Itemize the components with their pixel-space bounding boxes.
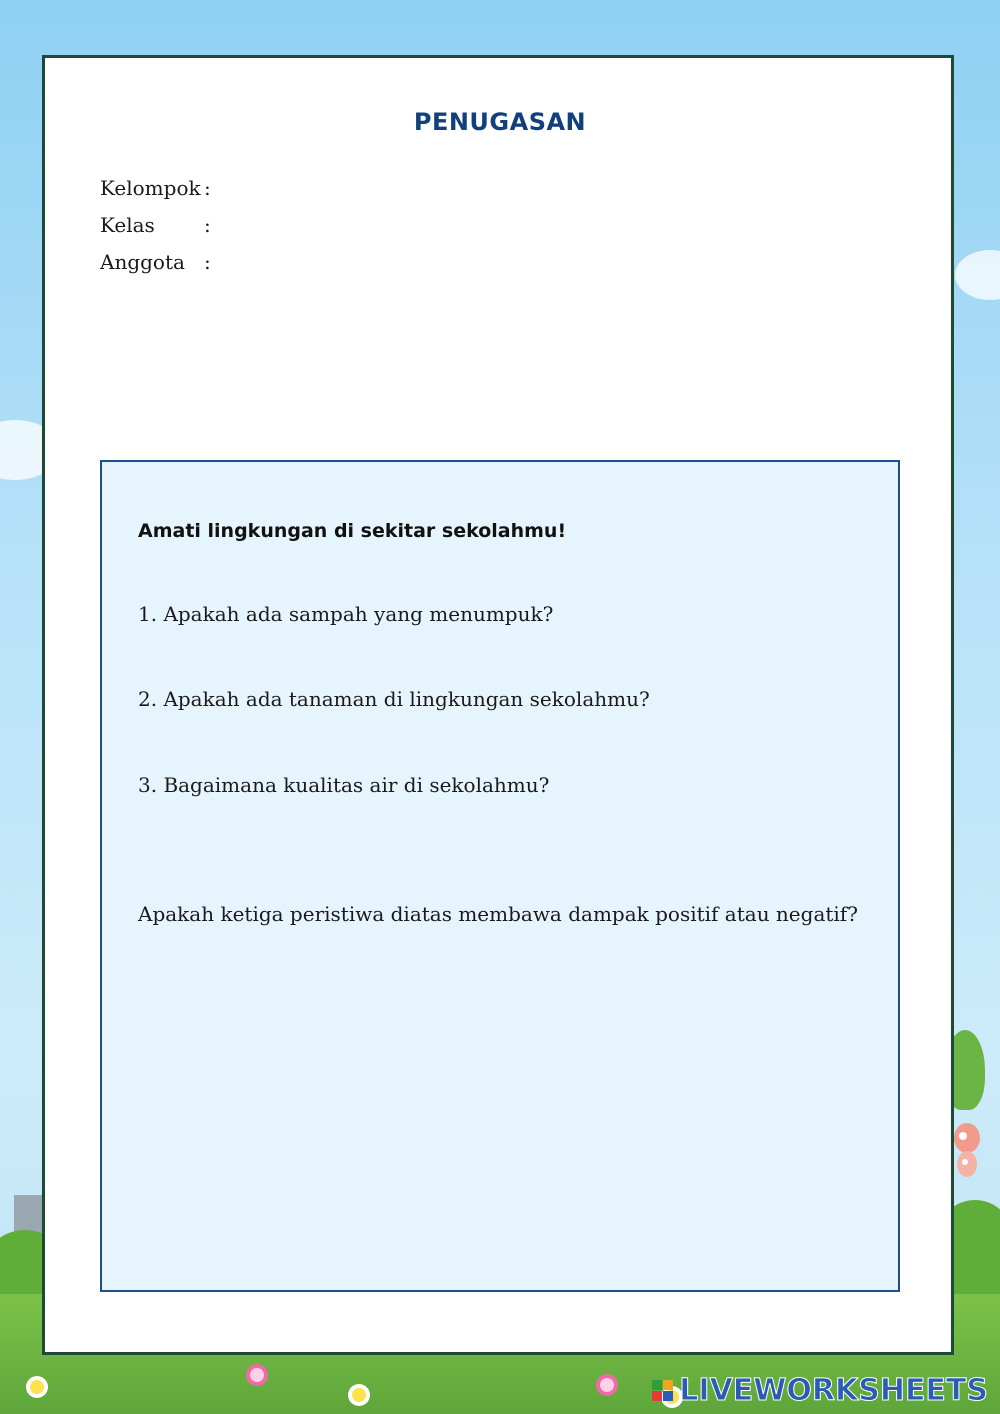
flower-decoration — [250, 1368, 264, 1382]
flower-decoration — [352, 1388, 366, 1402]
field-label: Anggota — [100, 250, 185, 274]
logo-square — [663, 1380, 673, 1390]
field-kelompok — [100, 176, 211, 200]
question-1: 1. Apakah ada sampah yang menumpuk? — [138, 602, 554, 626]
liveworksheets-watermark — [652, 1373, 988, 1408]
field-label: Kelompok — [100, 176, 201, 200]
field-colon: : — [204, 213, 211, 237]
task-box — [100, 460, 900, 1292]
question-2: 2. Apakah ada tanaman di lingkungan sekolahmu? — [138, 687, 650, 711]
liveworksheets-logo-icon — [652, 1380, 673, 1401]
flower-decoration — [30, 1380, 44, 1394]
field-anggota — [100, 250, 211, 274]
logo-square — [652, 1380, 662, 1390]
field-label: Kelas — [100, 213, 155, 237]
cloud-decoration — [955, 250, 1000, 300]
task-heading: Amati lingkungan di sekitar sekolahmu! — [138, 520, 567, 542]
closing-question: Apakah ketiga peristiwa diatas membawa dampak positif atau negatif? — [138, 902, 858, 926]
field-colon: : — [204, 176, 211, 200]
question-3: 3. Bagaimana kualitas air di sekolahmu? — [138, 773, 550, 797]
flower-decoration — [600, 1378, 614, 1392]
logo-square — [652, 1391, 662, 1401]
field-kelas — [100, 213, 211, 237]
watermark-text: LIVEWORKSHEETS — [679, 1373, 988, 1408]
page-title: PENUGASAN — [413, 108, 587, 136]
field-colon: : — [204, 250, 211, 274]
logo-square — [663, 1391, 673, 1401]
butterfly-icon — [952, 1120, 982, 1180]
